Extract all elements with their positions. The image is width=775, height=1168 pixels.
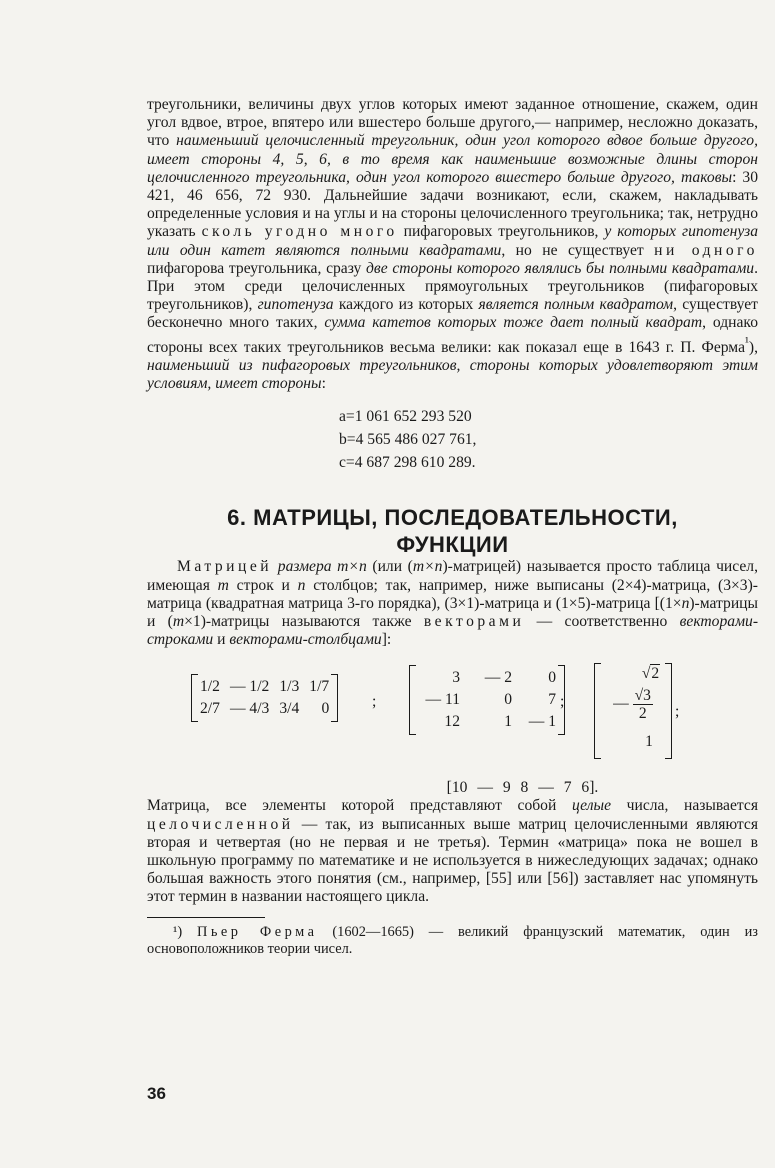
equation-c: c=4 687 298 610 289. — [339, 454, 476, 472]
text-run: : 30 421, 46 656, 72 930. Дальнейшие задачи возникают, если, скажем, накладывать определенные условия и на углы и на стороны целочисленного треугольника; так, нетрудно указать — [147, 168, 759, 241]
matrix-cell: 1 — [504, 713, 512, 731]
italic-run: сумма катетов которых тоже дает полный квадрат — [324, 314, 703, 332]
text-run: треугольники, величины двух углов которых имеют заданное отношение, скажем, один угол вдвое, втрое, впятеро или вшестеро больше другого,— например, несложно доказать, что — [147, 96, 758, 150]
left-bracket — [191, 674, 198, 722]
fraction — [633, 687, 653, 722]
paragraph-integer-matrix — [147, 797, 758, 906]
text-run: , но не существует — [501, 241, 655, 259]
left-bracket — [409, 665, 416, 735]
matrix-row — [195, 698, 334, 720]
section-heading — [147, 504, 758, 558]
matrix-cell: 0 — [321, 700, 330, 718]
spaced-run: сколь угодно много — [201, 223, 398, 241]
matrix-cell: 0 — [548, 669, 556, 687]
text-run: , однако стороны всех таких треугольников весьма велики: как показал еще в 1643 г. П. Ферма — [147, 314, 758, 356]
italic-run: наименьший целочисленный треугольник, один угол которого вдвое больше другого, имеет стороны 4, 5, 6, в то время как наименьшие возможные длины сторон целочисленного треугольника, один угол которого вшестеро больше другого, таковы — [147, 132, 758, 186]
spaced-run: Пьер Ферма — [196, 923, 318, 940]
matrix-cell: 1/2 — [200, 678, 220, 696]
sqrt — [642, 665, 660, 683]
italic-run: m×n — [412, 558, 443, 576]
italic-run: m — [217, 576, 229, 594]
footnote-ref[interactable]: ¹ — [745, 333, 749, 349]
text-run: )-матрицей) называется просто таблица чисел, имеющая — [147, 558, 758, 594]
page-number: 36 — [147, 1084, 166, 1103]
matrix-row — [413, 667, 561, 689]
page-content — [147, 96, 758, 959]
matrix-2x4 — [191, 674, 338, 722]
separator: ; — [372, 693, 377, 711]
text-run: ×1)-матрицы называются также — [184, 613, 424, 631]
matrix-3x3 — [409, 665, 565, 735]
right-bracket — [331, 674, 338, 722]
text-run: ]: — [381, 631, 392, 649]
footnote-mark: ¹) — [173, 923, 197, 940]
text-run: столбцов; так, например, ниже выписаны (2×4)-матрица, (3×3)-матрица (квадратная матрица 3-го порядка), (3×1)-матрица и (1×5)-матрица [(1× — [147, 576, 758, 612]
vector-entry-1: 1 — [645, 733, 653, 751]
heading-line-2: ФУНКЦИИ — [396, 532, 509, 558]
matrix-3x3-table — [413, 667, 561, 733]
italic-run: n — [681, 594, 690, 612]
equation-b: b=4 565 486 027 761, — [339, 431, 477, 449]
numerator — [633, 687, 653, 705]
matrix-examples — [147, 665, 758, 775]
separator: ; — [675, 703, 680, 721]
spaced-run: Матрицей — [177, 558, 273, 576]
row-vector: [10 — 9 8 — 7 6]. — [446, 779, 599, 797]
text-run: (1602—1665) — великий французский математик, один из основоположников теории чисел. — [147, 923, 758, 958]
text-run: пифагоровых треугольников, — [397, 223, 605, 241]
text-run: строк и — [228, 576, 298, 594]
matrix-cell: — 1 — [528, 713, 556, 731]
vector-entry-sqrt2 — [594, 665, 690, 683]
separator: ; — [560, 693, 565, 711]
footnote-divider — [147, 917, 265, 918]
equation-a: a=1 061 652 293 520 — [339, 408, 472, 426]
radicand: 3 — [643, 687, 651, 705]
matrix-cell: 1/7 — [309, 678, 330, 696]
italic-run: векторами-строками — [147, 613, 759, 649]
matrix-row — [413, 689, 561, 711]
footnote — [147, 924, 758, 959]
matrix-cell: 3/4 — [279, 700, 300, 718]
text-run: Матрица, все элементы которой представляют собой — [147, 797, 572, 815]
italic-run: две стороны которого являлись бы полными квадратами — [366, 259, 755, 277]
matrix-row — [195, 676, 334, 698]
matrix-cell: 1/3 — [279, 678, 300, 696]
text-run: и — [213, 631, 230, 649]
text-run: — соответственно — [524, 613, 680, 631]
denominator: 2 — [638, 705, 647, 723]
matrix-cell: 2/7 — [200, 700, 220, 718]
matrix-cell: — 1/2 — [229, 678, 270, 696]
heading-line-1: 6. МАТРИЦЫ, ПОСЛЕДОВАТЕЛЬНОСТИ, — [227, 505, 678, 531]
italic-run: размера m×n — [277, 558, 367, 576]
column-vector — [594, 663, 672, 759]
fermat-triangle-sides — [339, 405, 758, 474]
italic-run: наименьший из пифагоровых треугольников, стороны которых удовлетворяют этим условиям, имеет стороны — [147, 357, 758, 393]
matrix-2x4-table — [195, 676, 334, 720]
text-run: каждого из которых — [333, 296, 479, 314]
text-run: числа, называется — [610, 797, 759, 815]
paragraph-matrix-definition — [147, 558, 758, 649]
italic-run: m — [172, 613, 185, 631]
vector-entry-sqrt3-over-2 — [594, 687, 672, 722]
sqrt-sign: √ — [634, 687, 644, 705]
text-run: )-матрицы и ( — [147, 594, 758, 631]
text-run: (или ( — [366, 558, 413, 576]
sqrt-sign: √ — [641, 665, 651, 683]
paragraph-pythagorean — [147, 96, 758, 393]
radicand: 2 — [651, 665, 660, 683]
italic-run: гипотенуза — [257, 296, 334, 314]
matrix-cell: 3 — [452, 669, 460, 687]
matrix-cell: — 4/3 — [229, 700, 270, 718]
text-run: . При этом среди целочисленных прямоугольных треугольников (пифагоровых треугольников), — [147, 259, 758, 314]
minus-sign: — — [613, 695, 629, 713]
matrix-cell: 12 — [444, 713, 460, 731]
text-run: — так, из выписанных выше матриц целочисленными являются вторая и четвертая (но не первая и не третья). Термин «матрица» пока не вошел в школьную программу по математике и не используется в нижеследующих задачах; однако большая важность этого понятия (см., например, [55] или [56]) заставляет нас упомянуть этот термин в названии настоящего цикла. — [147, 815, 758, 906]
text-run: ), — [748, 338, 758, 356]
text-run: : — [321, 375, 326, 393]
italic-run: n — [297, 576, 306, 594]
matrix-cell: — 11 — [425, 691, 460, 709]
text-run: пифагорова треугольника, сразу — [147, 259, 367, 277]
spaced-run: векторами — [423, 613, 525, 631]
matrix-cell: — 2 — [484, 669, 512, 687]
italic-run: векторами-столбцами — [229, 631, 382, 649]
spaced-run: ни одного — [654, 241, 758, 259]
matrix-row — [413, 711, 561, 733]
italic-run: является полным квадратом — [478, 296, 674, 314]
matrix-cell: 7 — [548, 691, 556, 709]
spaced-run: целочисленной — [147, 815, 294, 833]
italic-run: у которых гипотенуза или один катет являются полными квадратами — [147, 223, 758, 259]
italic-run: целые — [571, 797, 611, 815]
text-run: , существует бесконечно много таких, — [147, 296, 758, 332]
matrix-cell: 0 — [504, 691, 512, 709]
